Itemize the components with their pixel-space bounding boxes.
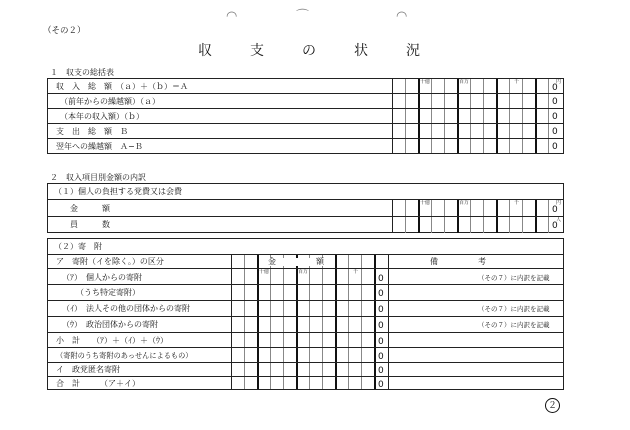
col-header-remarks: 備 考 [430,257,486,266]
row-value: 0 [378,337,384,347]
donation-row [48,285,563,301]
row-label: （ｳ） 政治団体からの寄附 [62,320,158,329]
summary-table [47,78,564,154]
donation-row [48,333,563,348]
unit-label: 十億 [420,79,431,85]
page-title: 収 支 の 状 況 [198,43,432,59]
unit-label: 人 [556,217,562,223]
row-remark: （その７）に内訳を記載 [478,274,550,282]
membership-fee-table [47,183,564,233]
unit-label: 百万 [459,79,470,85]
row-label: 支 出 総 額 Ｂ [56,127,128,136]
row-label: （ｱ） 個人からの寄附 [62,273,142,282]
donation-row [48,377,563,391]
unit-label: 千 [514,200,520,206]
sub2-heading: （２）寄 附 [54,242,102,251]
unit-label: 千 [353,269,359,275]
row-value: 0 [552,83,558,93]
donation-row [48,301,563,317]
row-value: 0 [378,380,384,390]
summary-row [48,79,563,94]
member-count-row [48,217,563,233]
summary-row [48,109,563,124]
row-remark: （その７）に内訳を記載 [478,321,550,329]
punch-hole-mark: ◠ [396,9,408,24]
page-number: ２ [545,398,560,413]
section1-heading: １ 収支の総括表 [50,68,114,77]
row-value: 0 [552,112,558,122]
row-label: （うち特定寄附） [76,288,140,297]
row-label: （ｲ） 法人その他の団体からの寄附 [62,304,190,313]
donation-body [48,255,563,389]
row-label: イ 政党匿名寄附 [56,365,120,374]
donation-row [48,348,563,363]
summary-row [48,139,563,154]
column-header-row [48,255,563,269]
row-remark: （その７）に内訳を記載 [478,305,550,313]
col-header-category: ア 寄附（イを除く。）の区分 [56,257,164,266]
row-label: 収 入 総 額 （ａ）＋（ｂ）＝Ａ [56,82,188,91]
donation-row [48,317,563,333]
sub-heading-row [48,239,563,255]
unit-label: 十億 [259,269,270,275]
row-label: （本年の収入額）（ｂ） [60,112,144,121]
row-label: （前年からの繰越額）（ａ） [60,97,160,106]
donation-table [47,238,564,390]
summary-row [48,124,563,139]
section2-heading: ２ 収入項目別金額の内訳 [50,173,146,182]
unit-label: 百万 [298,269,309,275]
unit-label: 十億 [420,200,431,206]
unit-label: 円 [556,79,562,85]
row-value: 0 [378,352,384,362]
row-value: 0 [378,366,384,376]
punch-hole-mark: ⌒ [296,9,310,24]
col-header-amount: 金 額 [268,257,324,266]
row-value: 0 [378,305,384,315]
sub1-heading: （１）個人の負担する党費又は会費 [54,187,182,196]
fee-row [48,200,563,217]
row-value: 0 [378,274,384,284]
donation-row [48,269,563,285]
row-label: （寄附のうち寄附のあっせんによるもの） [56,351,193,360]
row-value: 0 [378,289,384,299]
row-value: 0 [552,97,558,107]
row-value: 0 [552,142,558,152]
row-value: 0 [378,321,384,331]
part-label: （その２） [43,26,86,36]
summary-row [48,94,563,109]
unit-label: 百万 [459,200,470,206]
row-label: 翌年への繰越額 Ａ−Ｂ [56,142,143,151]
row-value: 0 [552,205,558,215]
row-label: 合 計 （ア＋イ） [56,379,140,388]
donation-row [48,363,563,377]
row-label: 小 計 （ｱ）＋（ｲ）＋（ｳ） [56,336,168,345]
row-label: 員 数 [70,220,110,229]
sub-heading-row [48,184,563,200]
unit-label: 円 [556,200,562,206]
row-value: 0 [552,127,558,137]
unit-label: 千 [514,79,520,85]
row-value: 0 [552,221,558,231]
punch-hole-mark: ◠ [226,9,238,24]
row-label: 金 額 [70,204,110,213]
